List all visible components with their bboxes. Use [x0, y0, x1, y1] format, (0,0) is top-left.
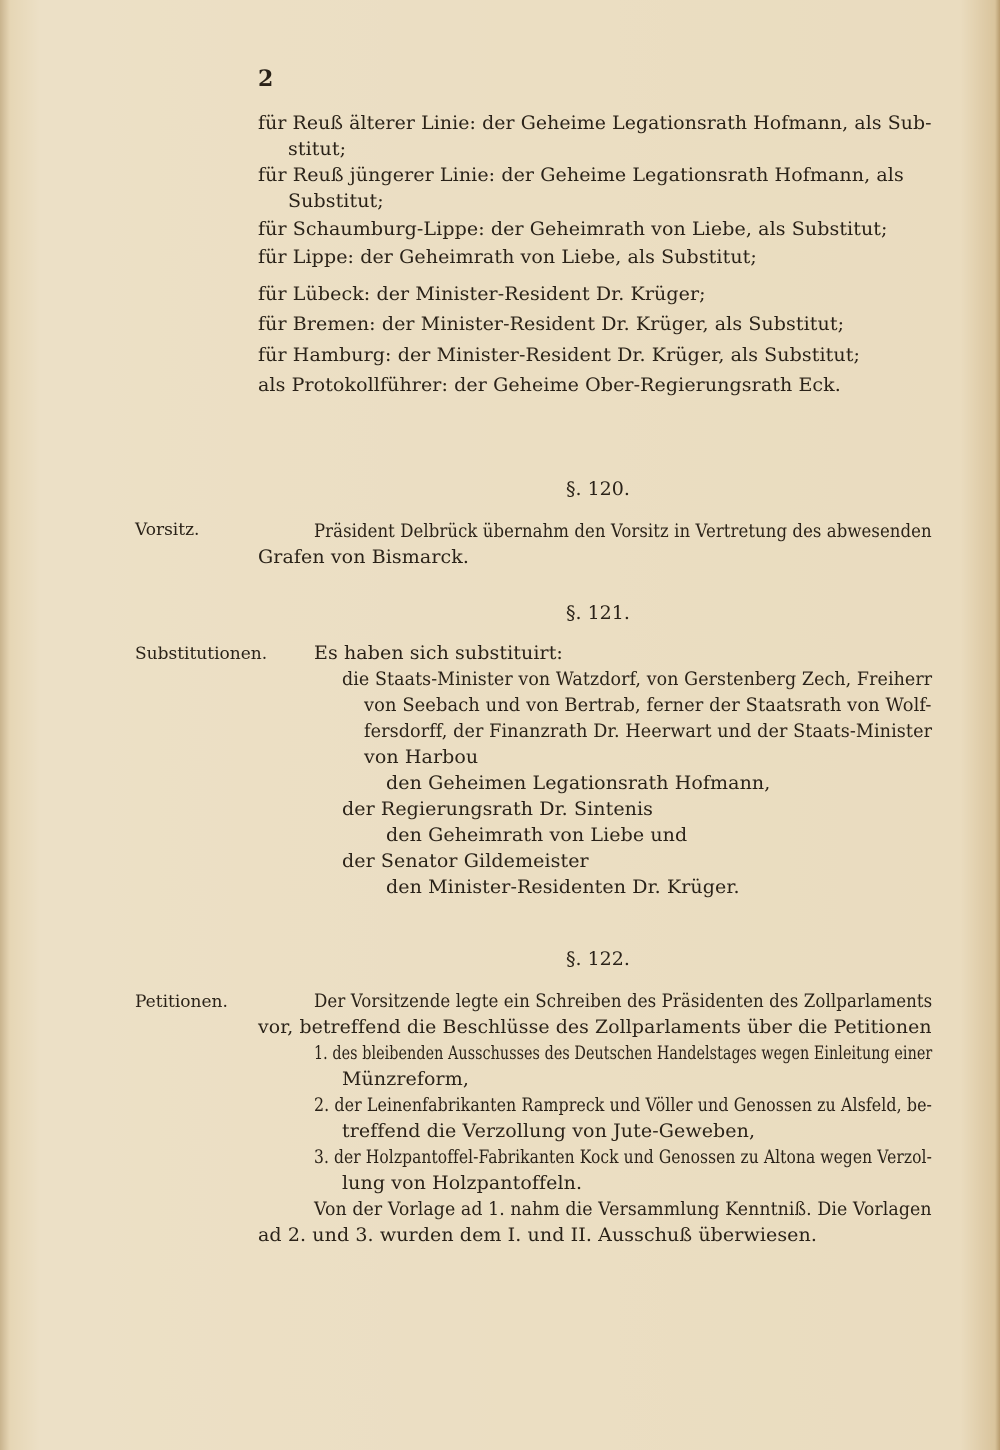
section-line: Von der Vorlage ad 1. nahm die Versammlung Kenntniß. Die Vorlagen — [314, 1198, 932, 1220]
intro-line: Substitut; — [288, 190, 384, 212]
section-line: der Regierungsrath Dr. Sintenis — [342, 798, 654, 820]
section-line: von Seebach und von Bertrab, ferner der Staatsrath von Wolf- — [364, 694, 932, 716]
section-line: den Geheimen Legationsrath Hofmann, — [386, 772, 771, 794]
section-heading: §. 121. — [566, 602, 630, 624]
section-line: die Staats-Minister von Watzdorf, von Gerstenberg Zech, Freiherr — [342, 668, 933, 690]
section-line: den Geheimrath von Liebe und — [386, 824, 688, 846]
section-heading: §. 122. — [566, 948, 630, 970]
section-line: 1. des bleibenden Ausschusses des Deutschen Handelstages wegen Einleitung einer — [314, 1042, 933, 1064]
section-line: vor, betreffend die Beschlüsse des Zollparlaments über die Petitionen — [258, 1016, 932, 1038]
intro-line: stitut; — [288, 138, 347, 160]
section-line: 2. der Leinenfabrikanten Rampreck und Völler und Genossen zu Alsfeld, be- — [314, 1094, 932, 1116]
intro-line: für Reuß älterer Linie: der Geheime Legationsrath Hofmann, als Sub- — [258, 112, 932, 134]
section-line: der Senator Gildemeister — [342, 850, 589, 872]
section-line: den Minister-Residenten Dr. Krüger. — [386, 876, 740, 898]
section-line: Münzreform, — [342, 1068, 469, 1090]
section-line: Präsident Delbrück übernahm den Vorsitz in Vertretung des abwesenden — [314, 520, 932, 542]
section-heading: §. 120. — [566, 478, 630, 500]
section-line: fersdorff, der Finanzrath Dr. Heerwart und der Staats-Minister — [364, 720, 933, 742]
section-line: ad 2. und 3. wurden dem I. und II. Ausschuß überwiesen. — [258, 1224, 818, 1246]
margin-note: Vorsitz. — [135, 520, 200, 540]
section-line: Es haben sich substituirt: — [314, 642, 563, 664]
intro-line: für Hamburg: der Minister-Resident Dr. Krüger, als Substitut; — [258, 344, 860, 366]
section-line: lung von Holzpantoffeln. — [342, 1172, 583, 1194]
intro-line: für Bremen: der Minister-Resident Dr. Krüger, als Substitut; — [258, 313, 845, 335]
margin-note: Substitutionen. — [135, 644, 268, 664]
section-line: Der Vorsitzende legte ein Schreiben des Präsidenten des Zollparlaments — [314, 990, 933, 1012]
section-line: von Harbou — [364, 746, 479, 768]
section-line: treffend die Verzollung von Jute-Geweben, — [342, 1120, 756, 1142]
intro-line: für Lübeck: der Minister-Resident Dr. Krüger; — [258, 283, 706, 305]
intro-line: für Lippe: der Geheimrath von Liebe, als Substitut; — [258, 246, 757, 268]
section-line: Grafen von Bismarck. — [258, 546, 469, 568]
intro-line: als Protokollführer: der Geheime Ober-Regierungsrath Eck. — [258, 374, 841, 396]
intro-line: für Reuß jüngerer Linie: der Geheime Legationsrath Hofmann, als — [258, 164, 904, 186]
intro-line: für Schaumburg-Lippe: der Geheimrath von Liebe, als Substitut; — [258, 218, 888, 240]
section-line: 3. der Holzpantoffel-Fabrikanten Kock und Genossen zu Altona wegen Verzol- — [314, 1146, 932, 1168]
page-number: 2 — [258, 66, 274, 92]
margin-note: Petitionen. — [135, 992, 228, 1012]
